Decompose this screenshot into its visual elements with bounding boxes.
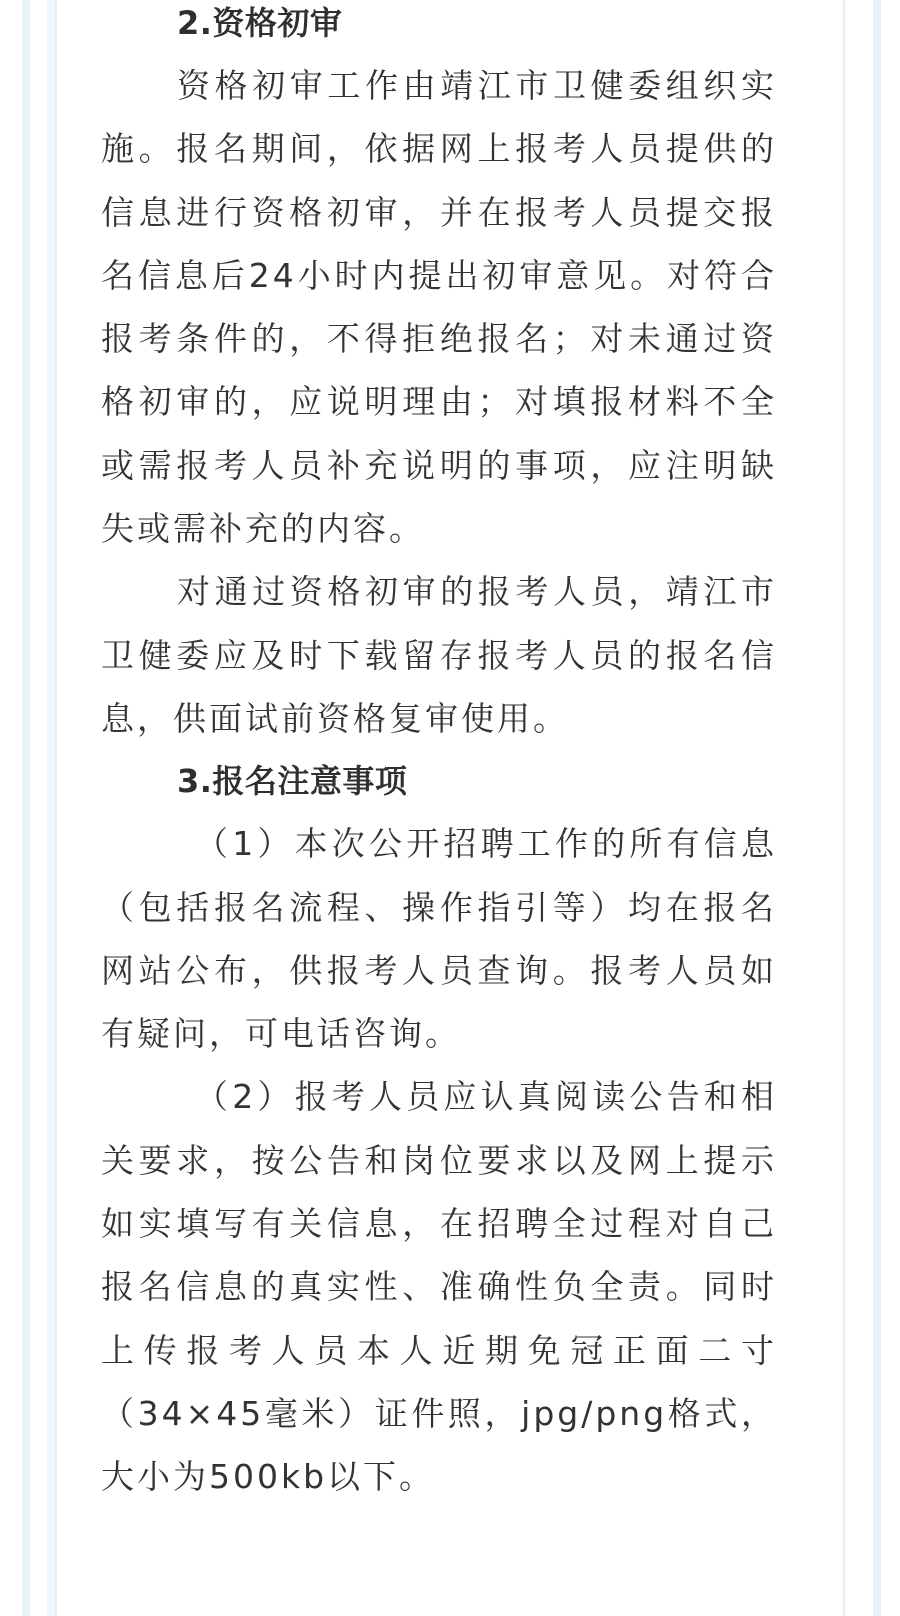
right-margin-strip: [845, 0, 900, 1616]
section-heading-registration-notes: 3.报名注意事项: [177, 762, 408, 801]
paragraph-qualification-review-process: 资格初审工作由靖江市卫健委组织实施。报名期间，依据网上报考人员提供的信息进行资格初审，并在报考人员提交报名信息后24小时内提出初审意见。对符合报考条件的，不得拒绝报名；对未通过资格初审的，应说明理由；对填报材料不全或需报考人员补充说明的事项，应注明缺失或需补充的内容。: [101, 66, 777, 549]
paragraph-registration-note-2: （2）报考人员应认真阅读公告和相关要求，按公告和岗位要求以及网上提示如实填写有关信息，在招聘全过程对自己报名信息的真实性、准确性负全责。同时上传报考人员本人近期免冠正面二寸（34×45毫米）证件照，jpg/png格式，大小为500kb以下。: [101, 1077, 777, 1497]
section-heading-qualification-review: 2.资格初审: [177, 4, 343, 42]
paragraph-registration-note-1: （1）本次公开招聘工作的所有信息（包括报名流程、操作指引等）均在报名网站公布，供报考人员查询。报考人员如有疑问，可电话咨询。: [101, 824, 777, 1054]
article-content: [101, 0, 777, 1509]
paragraph-qualification-review-storage: 对通过资格初审的报考人员，靖江市卫健委应及时下载留存报考人员的报名信息，供面试前资格复审使用。: [101, 572, 777, 738]
